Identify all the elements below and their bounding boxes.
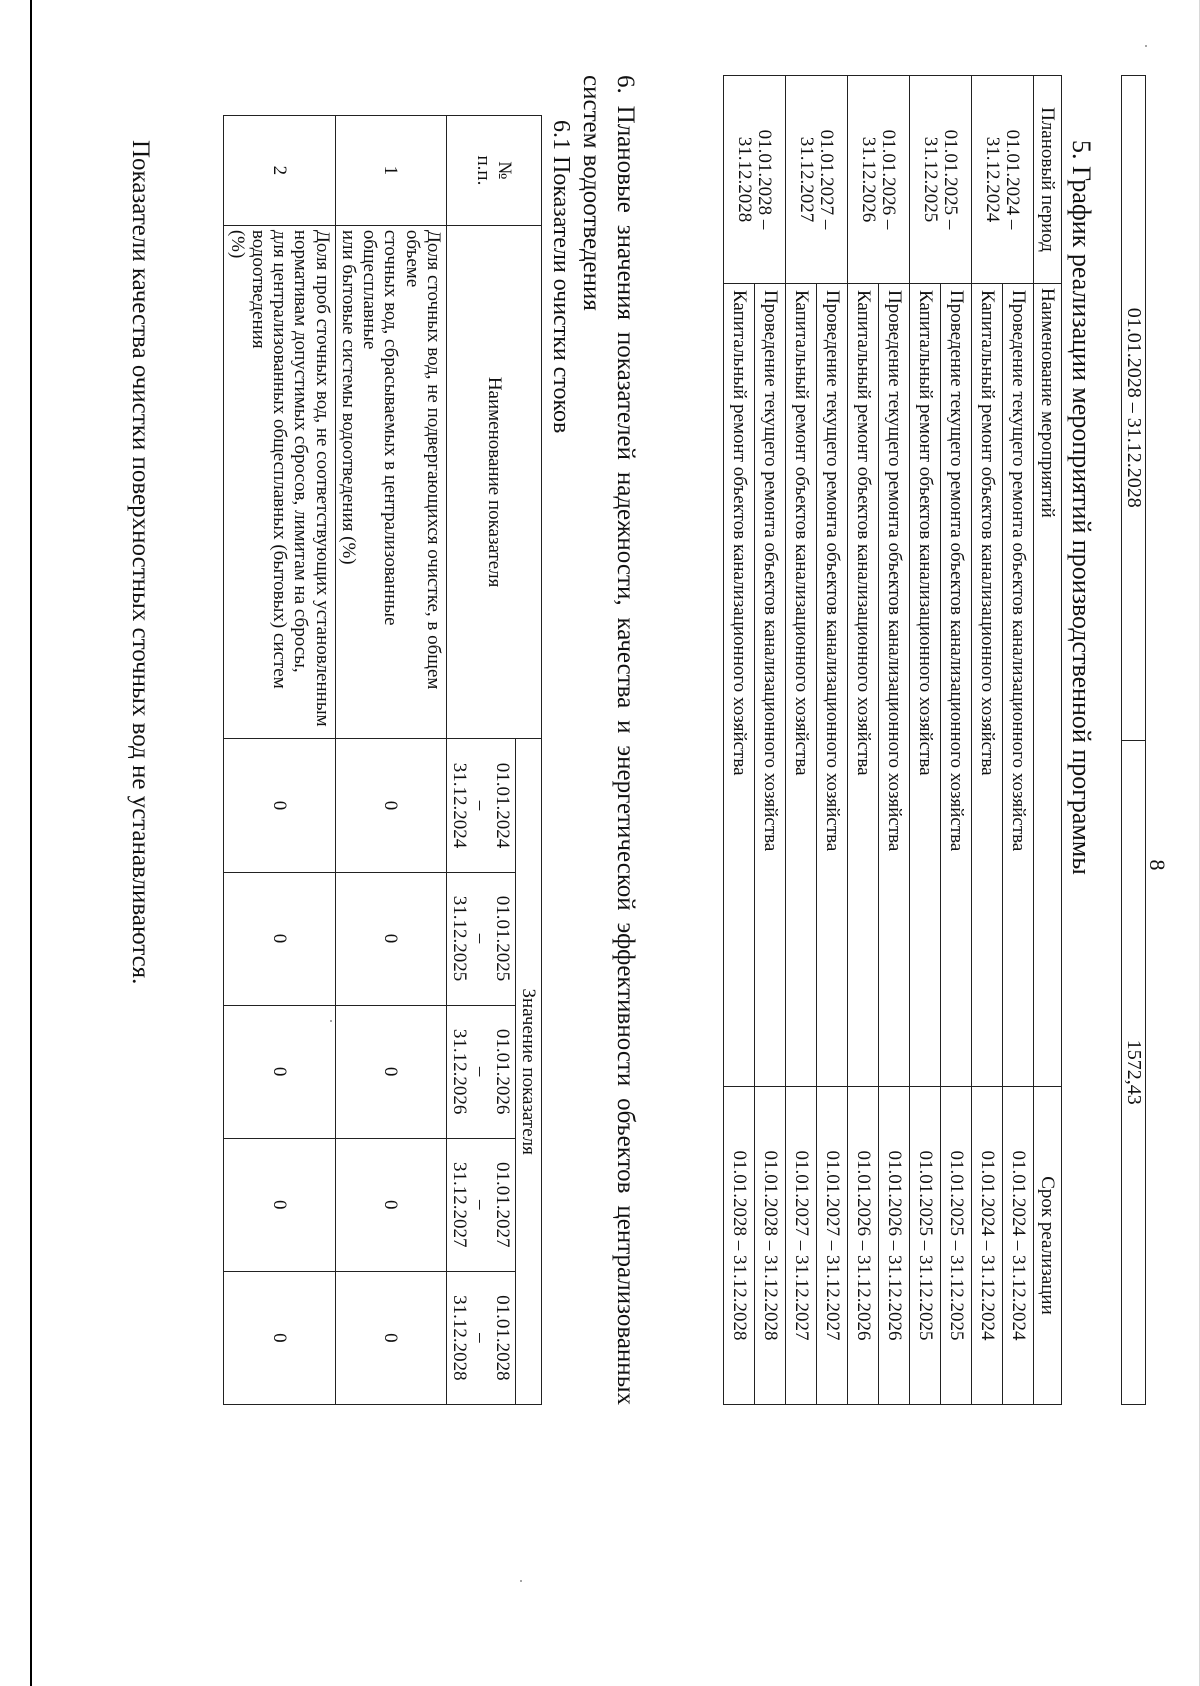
period-cell [910,76,972,284]
term-cell: 01.01.2027 – 31.12.2027 [817,1087,848,1405]
term-cell: 01.01.2028 – 31.12.2028 [755,1087,786,1405]
header-period [446,872,515,1005]
period-dash: – [470,933,492,944]
period-start: 01.01.2028 [491,1295,513,1381]
indicator-name-line: для централизованных общесплавных (бытовых) систем водоотведения [247,229,291,689]
table-row [755,76,786,1405]
indicator-name [224,225,335,739]
indicator-value: 0 [224,1138,335,1271]
table-row [941,76,972,1405]
period-end: 31.12.2024 [449,762,471,849]
period-start: 01.01.2026 – [878,129,900,230]
header-period [446,1005,515,1138]
row-number: 2 [224,116,335,226]
event-cell: Проведение текущего ремонта объектов канализационного хозяйства [879,284,910,1087]
table-row [1003,76,1034,1405]
header-number-symbol: № [494,161,516,180]
header-period [446,1271,515,1404]
continuation-table [1121,75,1146,1405]
period-cell: 01.01.2028 – 31.12.2028 [1122,76,1146,741]
period-end: 31.12.2025 [920,136,942,223]
header-value-group: Значение показателя [515,739,541,1405]
term-cell: 01.01.2026 – 31.12.2026 [848,1087,879,1405]
indicator-name-line: или бытовые системы водоотведения (%) [337,229,359,565]
indicator-value: 0 [224,872,335,1005]
header-period: Плановый период [1034,76,1062,284]
indicator-value: 0 [335,872,446,1005]
indicator-value: 0 [224,1271,335,1404]
indicator-value: 0 [224,739,335,872]
indicator-name-line: нормативам допустимых сбросов, лимитам на сбросы, [290,229,312,673]
document-page [110,60,1170,1670]
period-start: 01.01.2027 [491,1162,513,1248]
event-cell: Проведение текущего ремонта объектов канализационного хозяйства [755,284,786,1087]
term-cell: 01.01.2028 – 31.12.2028 [724,1087,755,1405]
header-number [446,116,541,226]
term-cell: 01.01.2027 – 31.12.2027 [786,1087,817,1405]
schedule-table [723,75,1062,1405]
period-end: 31.12.2026 [449,1028,471,1115]
period-start: 01.01.2027 – [816,129,838,230]
period-end: 31.12.2026 [858,136,880,223]
table-row [879,76,910,1405]
period-start: 01.01.2024 [491,762,513,849]
event-cell: Капитальный ремонт объектов канализационного хозяйства [972,284,1003,1087]
period-start: 01.01.2026 [491,1028,513,1115]
row-number: 1 [335,116,446,226]
event-cell: Капитальный ремонт объектов канализационного хозяйства [910,284,941,1087]
period-dash: – [470,1333,492,1343]
header-event: Наименование мероприятий [1034,284,1062,1087]
section-5-title: 5. График реализации мероприятий производственной программы [1067,140,1096,875]
period-end: 31.12.2025 [449,895,471,982]
indicator-name [335,225,446,739]
indicator-value: 0 [335,1271,446,1404]
section-6-title: 6. Плановые значения показателей надежности, качества и энергетической эффективности объектов централизованных систем водоотведения [578,75,639,1405]
term-cell: 01.01.2025 – 31.12.2025 [910,1087,941,1405]
period-start: 01.01.2028 – [754,129,776,230]
event-cell: Проведение текущего ремонта объектов канализационного хозяйства [817,284,848,1087]
period-dash: – [470,1200,492,1210]
indicators-table [223,115,542,1405]
header-number-abbr: п.п. [472,155,494,186]
header-period [446,1138,515,1271]
header-indicator-name: Наименование показателя [446,225,541,739]
period-start: 01.01.2024 – [1002,129,1024,230]
period-start: 01.01.2025 [491,895,513,982]
term-cell: 01.01.2026 – 31.12.2026 [879,1087,910,1405]
indicator-value: 0 [335,1138,446,1271]
term-cell: 01.01.2024 – 31.12.2024 [972,1087,1003,1405]
period-cell [786,76,848,284]
table-header-row [515,116,541,1405]
header-term: Срок реализации [1034,1087,1062,1405]
table-row [224,116,335,1405]
period-end: 31.12.2028 [449,1295,471,1381]
scan-left-edge [30,0,32,1686]
table-row [817,76,848,1405]
footer-note: Показатели качества очистки поверхностных сточных вод не устанавливаются. [127,140,154,985]
term-cell: 01.01.2025 – 31.12.2025 [941,1087,972,1405]
period-end: 31.12.2028 [734,136,756,223]
event-cell: Проведение текущего ремонта объектов канализационного хозяйства [941,284,972,1087]
period-end: 31.12.2027 [449,1162,471,1248]
term-cell: 01.01.2024 – 31.12.2024 [1003,1087,1034,1405]
table-row [335,116,446,1405]
event-cell: Проведение текущего ремонта объектов канализационного хозяйства [1003,284,1034,1087]
event-cell: Капитальный ремонт объектов канализационного хозяйства [724,284,755,1087]
indicator-name-line: Доля проб сточных вод, не соответствующих установленным [311,229,333,727]
event-cell: Капитальный ремонт объектов канализационного хозяйства [786,284,817,1087]
indicator-name-line: (%) [226,229,248,259]
period-start: 01.01.2025 – [940,129,962,230]
header-period [446,739,515,872]
table-header-row [1034,76,1062,1405]
indicator-name-line: Доля сточных вод, не подвергающихся очистке, в общем объеме [401,229,444,690]
period-dash: – [470,800,492,811]
period-cell [724,76,786,284]
scan-dust [1145,45,1147,47]
indicator-value: 0 [335,1005,446,1138]
period-cell [848,76,910,284]
table-row [1122,76,1146,1405]
page-number: 8 [1145,859,1170,871]
period-end: 31.12.2024 [982,136,1004,223]
indicator-value: 0 [335,739,446,872]
period-cell [972,76,1034,284]
value-cell: 1572,43 [1122,740,1146,1405]
event-cell: Капитальный ремонт объектов канализационного хозяйства [848,284,879,1087]
period-end: 31.12.2027 [796,136,818,223]
period-dash: – [470,1066,492,1077]
indicator-name-line: сточных вод, сбрасываемых в централизованные общесплавные [359,229,402,626]
section-6-1-title: 6.1 Показатели очистки стоков [548,120,574,434]
indicator-value: 0 [224,1005,335,1138]
